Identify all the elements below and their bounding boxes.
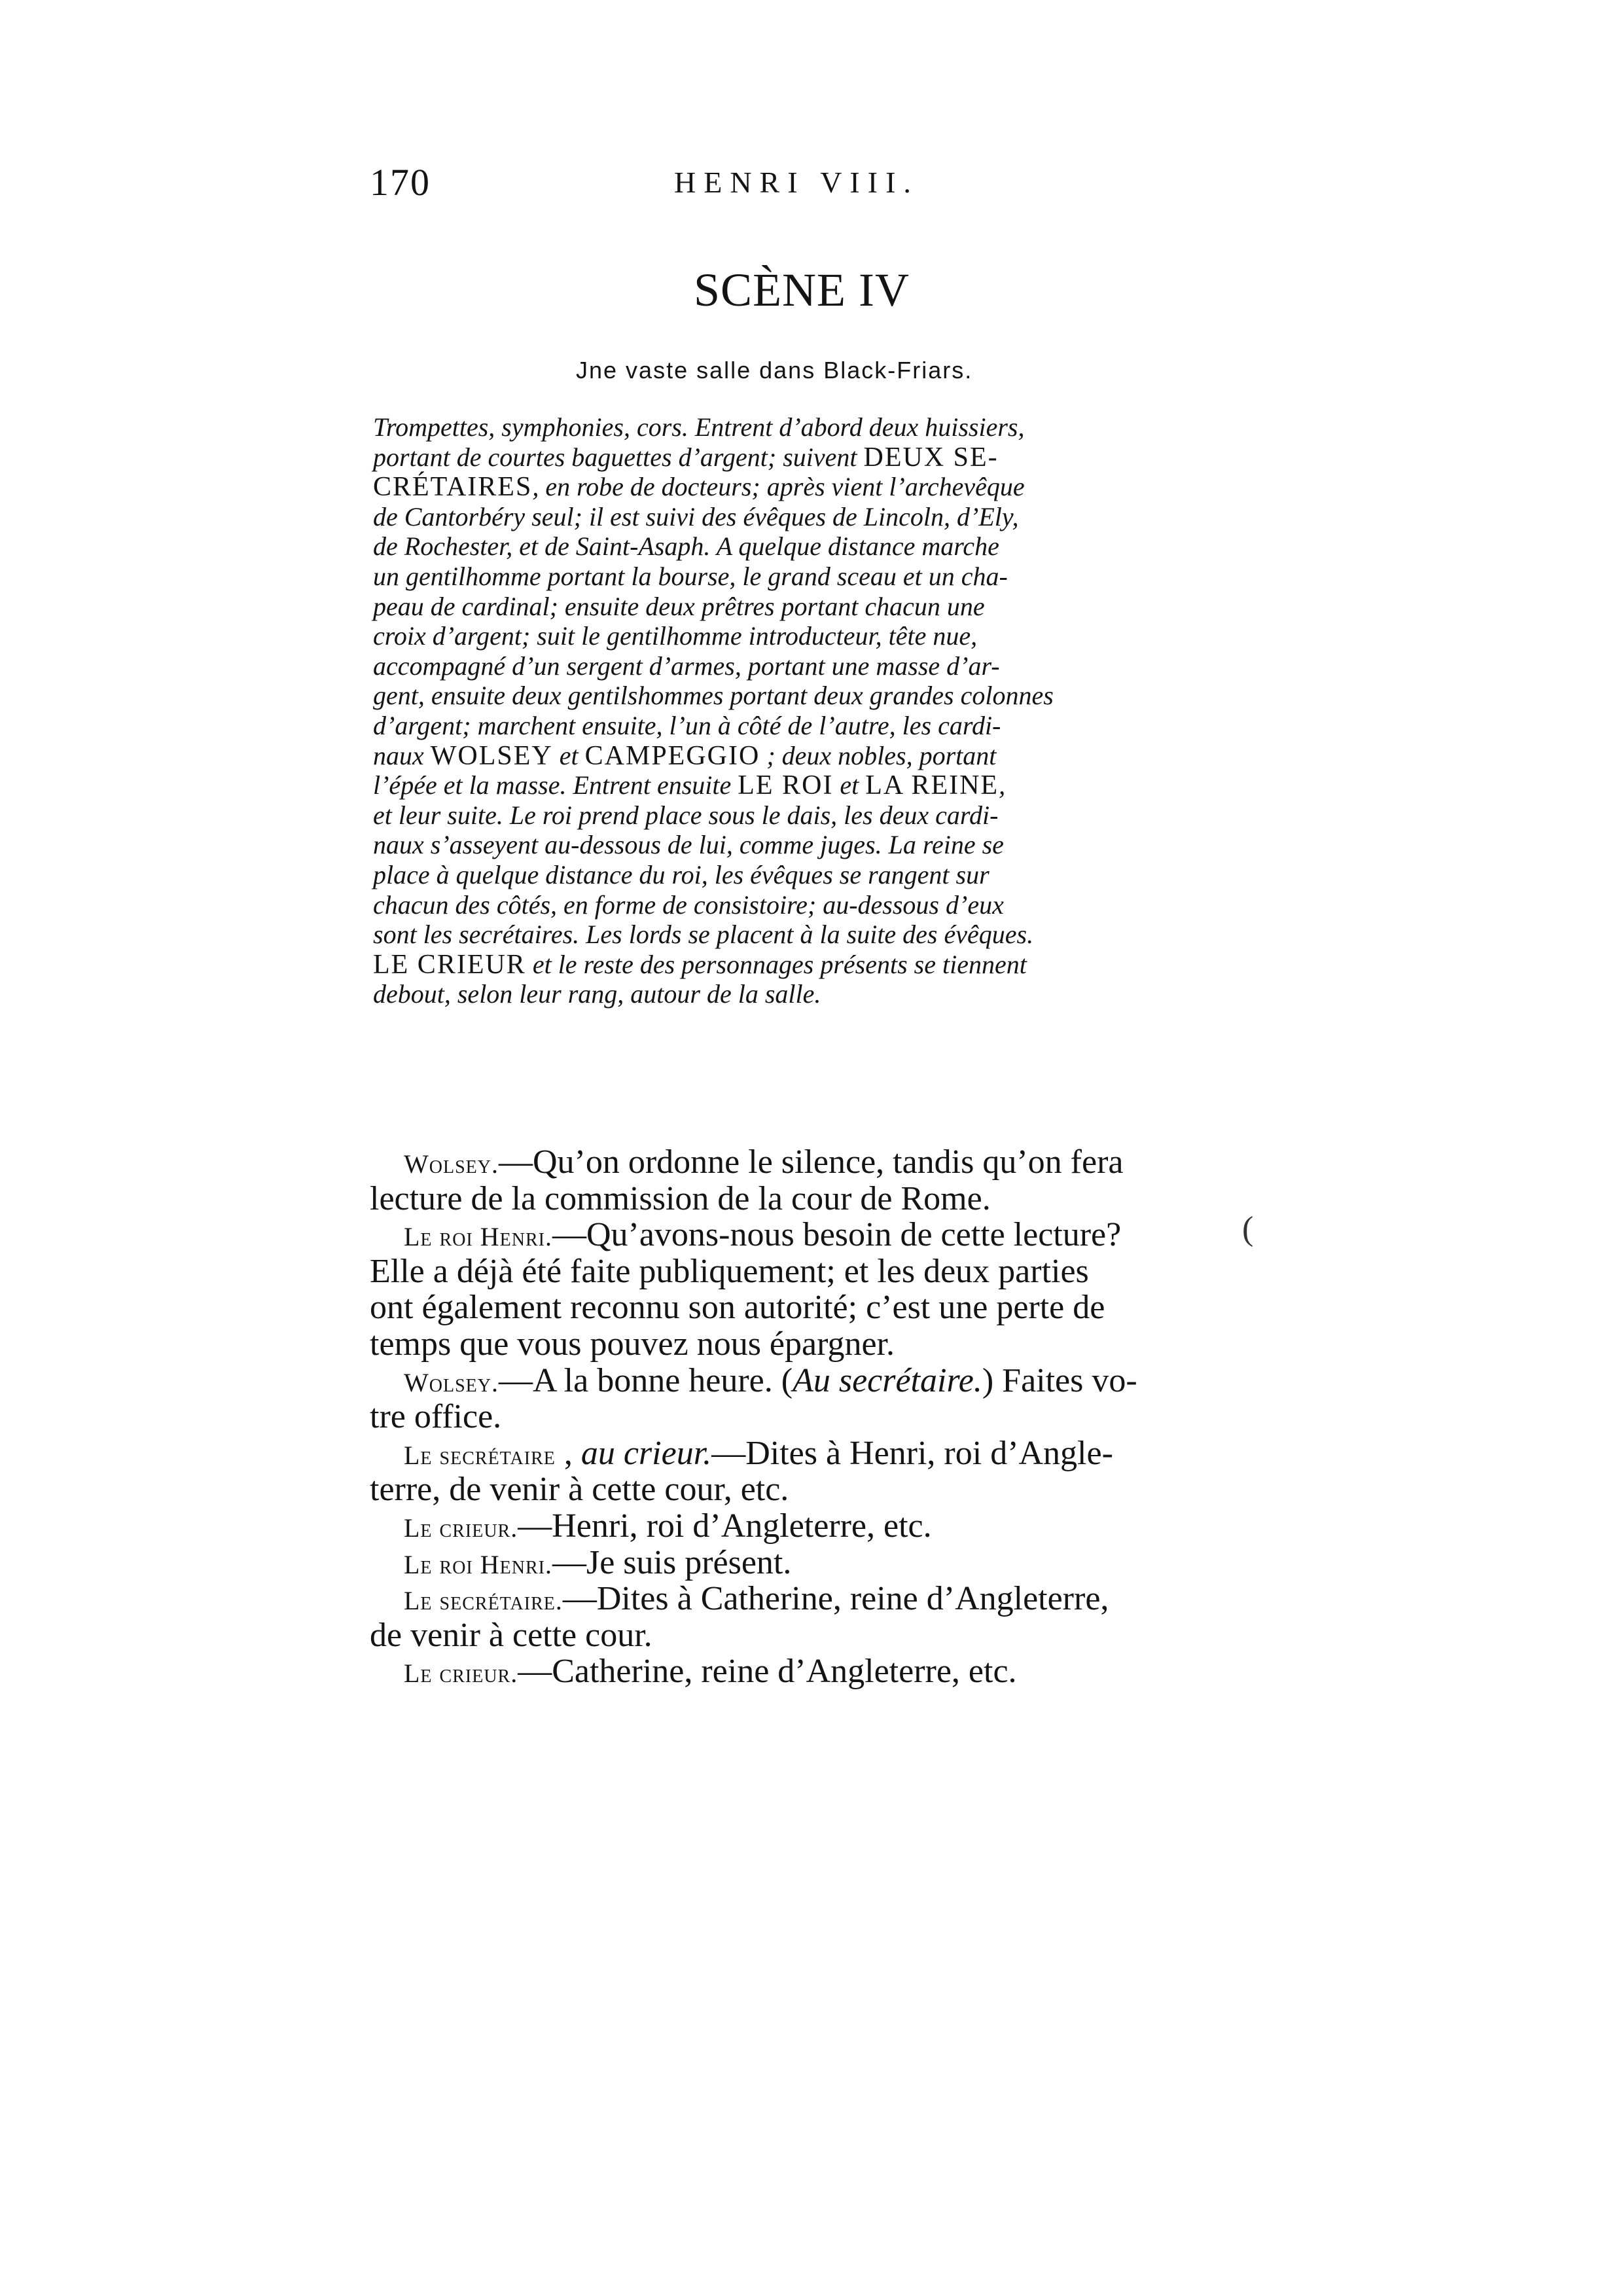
dialogue-line	[370, 1289, 1234, 1326]
aside-text: Au secrétaire.	[793, 1361, 982, 1399]
speech-text: —Dites à Catherine, reine d’Angleterre,	[562, 1580, 1109, 1618]
stage-direction-line	[373, 681, 1224, 711]
stage-direction-line	[373, 562, 1224, 592]
dialogue-line	[370, 1217, 1234, 1253]
dialogue-line	[370, 1435, 1234, 1472]
speaker-name: Le crieur.	[404, 1659, 518, 1689]
character-name: LA REINE	[865, 770, 999, 801]
dialogue-line	[370, 1653, 1234, 1690]
speech-text: —Qu’on ordonne le silence, tandis qu’on fera	[498, 1143, 1124, 1181]
stage-text: un gentilhomme portant la bourse, le grand sceau et un cha-	[373, 561, 1008, 591]
stage-text: d’argent; marchent ensuite, l’un à côté de l’autre, les cardi-	[373, 710, 1001, 740]
stage-text: et	[833, 770, 866, 800]
stage-direction-line	[373, 741, 1224, 771]
speech-text: —Catherine, reine d’Angleterre, etc.	[518, 1653, 1017, 1691]
dialogue-line	[370, 1545, 1234, 1581]
stage-direction-line	[373, 770, 1224, 800]
stage-text: portant de courtes baguettes d’argent; suivent	[373, 442, 864, 472]
stage-direction-line	[373, 830, 1224, 860]
dialogue-line	[370, 1253, 1234, 1290]
stage-direction-line	[373, 711, 1224, 741]
scene-location: Jne vaste salle dans Black-Friars.	[576, 357, 973, 384]
stage-text: de Cantorbéry seul; il est suivi des évêques de Lincoln, d’Ely,	[373, 501, 1019, 531]
stage-direction-line	[373, 920, 1224, 950]
speaker-name: Wolsey.	[404, 1367, 499, 1397]
character-name: CRÉTAIRES	[373, 472, 533, 503]
speech-text: —Je suis présent.	[552, 1543, 792, 1581]
character-name: CAMPEGGIO	[584, 740, 760, 771]
stage-text: chacun des côtés, en forme de consistoire; au-dessous d’eux	[373, 889, 1004, 920]
dialogue-line	[370, 1144, 1234, 1181]
speech-text: ont également reconnu son autorité; c’est une perte de	[370, 1289, 1105, 1327]
stage-text: debout, selon leur rang, autour de la salle.	[373, 979, 821, 1009]
speech-text: lecture de la commission de la cour de Rome.	[370, 1179, 991, 1217]
speech-text: —Qu’avons-nous besoin de cette lecture?	[552, 1216, 1122, 1254]
speech-text: ,	[555, 1434, 581, 1472]
speech-text: —Dites à Henri, roi d’Angle-	[711, 1434, 1113, 1472]
stage-direction-line	[373, 592, 1224, 622]
dialogue-line	[370, 1181, 1234, 1217]
speech-text: Elle a déjà été faite publiquement; et les deux parties	[370, 1252, 1089, 1290]
stage-direction-line	[373, 860, 1224, 890]
speaker-name: Le secrétaire	[404, 1440, 556, 1470]
stage-text: Trompettes, symphonies, cors. Entrent d’abord deux huissiers,	[373, 412, 1025, 442]
stage-text: ; deux nobles, portant	[760, 740, 997, 770]
dialogue-line	[370, 1617, 1234, 1654]
dialogue-line	[370, 1471, 1234, 1508]
stage-direction-line	[373, 651, 1224, 681]
speaker-name: Le roi Henri.	[404, 1549, 552, 1579]
speech-text: tre office.	[370, 1398, 502, 1436]
speech-text: terre, de venir à cette cour, etc.	[370, 1471, 789, 1509]
stage-text: place à quelque distance du roi, les évêques se rangent sur	[373, 859, 990, 889]
stage-text: l’épée et la masse. Entrent ensuite	[373, 770, 738, 800]
stage-text: ,	[999, 770, 1006, 800]
stage-text: , en robe de docteurs; après vient l’archevêque	[532, 472, 1025, 502]
character-name: LE CRIEUR	[373, 949, 526, 980]
dialogue-line	[370, 1326, 1234, 1363]
stage-direction-line	[373, 472, 1224, 502]
stage-direction-line	[373, 442, 1224, 473]
margin-mark: (	[1242, 1210, 1254, 1247]
speaker-name: Le roi Henri.	[404, 1222, 552, 1252]
speaker-name: Le crieur.	[404, 1513, 518, 1543]
speaker-name: Wolsey.	[404, 1149, 499, 1179]
character-name: LE ROI	[738, 770, 834, 801]
speech-text: —Henri, roi d’Angleterre, etc.	[518, 1507, 932, 1545]
dialogue	[370, 1144, 1234, 1690]
stage-direction-line	[373, 890, 1224, 920]
stage-direction-line	[373, 412, 1224, 442]
stage-text: peau de cardinal; ensuite deux prêtres portant chacun une	[373, 591, 985, 621]
stage-direction-line	[373, 621, 1224, 651]
dialogue-line	[370, 1581, 1234, 1617]
stage-text: accompagné d’un sergent d’armes, portant une masse d’ar-	[373, 651, 1000, 681]
stage-direction-line	[373, 531, 1224, 562]
stage-direction	[373, 412, 1224, 1009]
stage-text: et leur suite. Le roi prend place sous le dais, les deux cardi-	[373, 800, 999, 830]
stage-text: croix d’argent; suit le gentilhomme introducteur, tête nue,	[373, 621, 978, 651]
stage-text: et le reste des personnages présents se tiennent	[526, 949, 1027, 979]
scene-title: SCÈNE IV	[694, 264, 910, 316]
stage-direction-line	[373, 979, 1224, 1009]
speech-text: —A la bonne heure. (	[498, 1361, 793, 1399]
stage-text: gent, ensuite deux gentilshommes portant deux grandes colonnes	[373, 681, 1054, 711]
stage-text: et	[552, 740, 585, 770]
stage-text: de Rochester, et de Saint-Asaph. A quelque distance marche	[373, 531, 999, 562]
aside-text: au crieur.	[580, 1434, 712, 1472]
speech-text: temps que vous pouvez nous épargner.	[370, 1325, 895, 1363]
stage-direction-line	[373, 800, 1224, 831]
running-title: HENRI VIII.	[674, 166, 919, 199]
character-name: DEUX SE-	[863, 442, 999, 473]
speech-text: ) Faites vo-	[982, 1361, 1137, 1399]
dialogue-line	[370, 1508, 1234, 1545]
speaker-name: Le secrétaire.	[404, 1586, 563, 1616]
page-number: 170	[370, 161, 431, 204]
speech-text: de venir à cette cour.	[370, 1616, 652, 1654]
dialogue-line	[370, 1399, 1234, 1435]
stage-text: naux s’asseyent au-dessous de lui, comme juges. La reine se	[373, 830, 1004, 860]
character-name: WOLSEY	[430, 740, 553, 771]
stage-text: naux	[373, 740, 431, 770]
stage-direction-line	[373, 950, 1224, 980]
stage-text: sont les secrétaires. Les lords se placent à la suite des évêques.	[373, 920, 1034, 950]
stage-direction-line	[373, 502, 1224, 532]
dialogue-line	[370, 1363, 1234, 1399]
